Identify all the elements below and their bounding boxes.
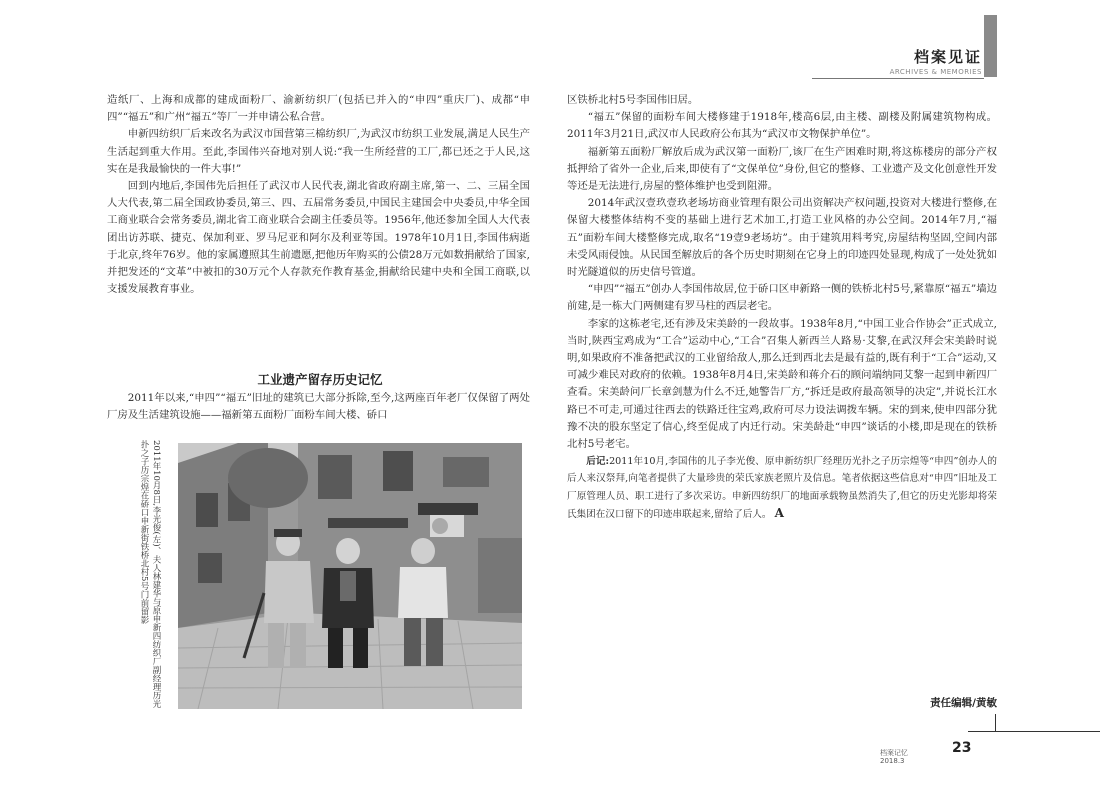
photo xyxy=(178,443,522,709)
paragraph: “申四”“福五”创办人李国伟故居,位于硚口区申新路一侧的铁桥北村5号,紧靠原“福五”墙边前建,是一栋大门两侧建有罗马柱的西层老宅。 xyxy=(567,283,997,313)
postscript-text: 2011年10月,李国伟的儿子李光俊、原申新纺织厂经理历光扑之子历宗煌等“申四”创办人的后人来汉祭拜,向笔者提供了大量珍贵的荣氏家族老照片及信息。笔者依据这些信息对“申四”旧址及工厂原管理人员、职工进行了多次采访。申新四纺织厂的地面承载物虽然消失了,但它的历史光影却将荣氏集团在汉口留下的印迹串联起来,留给了后人。 xyxy=(567,456,997,520)
paragraph: 2011年以来,“申四”“福五”旧址的建筑已大部分拆除,至今,这两座百年老厂仅保留了两处厂房及生活建筑设施——福新第五面粉厂面粉车间大楼、硚口 xyxy=(107,392,530,422)
postscript xyxy=(567,453,997,523)
page-number: 23 xyxy=(952,740,972,756)
header-rule xyxy=(812,78,984,79)
paragraph: 2014年武汉壹玖壹玖老场坊商业管理有限公司出资解决产权问题,投资对大楼进行整修,在保留大楼整体结构不变的基础上进行艺术加工,打造工业风格的办公空间。2014年7月,“福五”面粉车间大楼整修完成,取名“19壹9老场坊”。由于建筑用料考究,房屋结构坚固,空间内部未受风雨侵蚀。从民国至解放后的各个历史时期刻在它身上的印迹四处显现,构成了一处处犹如时光隧道似的历史信号管道。 xyxy=(567,197,997,279)
right-column xyxy=(567,92,997,523)
column-title: 档案见证 xyxy=(913,48,982,66)
footer-rule-tick xyxy=(995,714,996,731)
footer-rule xyxy=(968,731,1100,732)
header-accent-bar xyxy=(984,15,997,77)
end-mark: A xyxy=(774,505,784,520)
editor-credit: 责任编辑/黄敏 xyxy=(930,697,997,709)
left-column-middle xyxy=(107,390,530,424)
footer-magazine-name: 档案记忆 xyxy=(880,749,908,757)
paragraph: 申新四纺织厂后来改名为武汉市国营第三棉纺织厂,为武汉市纺织工业发展,满足人民生产生活起到重大作用。至此,李国伟兴奋地对别人说:“我一生所经营的工厂,都已还之于人民,这实在是我最愉快的一件大事!” xyxy=(107,128,530,175)
postscript-label: 后记: xyxy=(586,456,610,468)
section-heading: 工业遗产留存历史记忆 xyxy=(257,372,383,387)
column-subtitle: ARCHIVES & MEMORIES xyxy=(889,68,982,76)
left-column-top xyxy=(107,92,530,298)
photo-caption: 2011年10月8日,李光俊(左)、夫人林建华与原申新四纺织厂副经理历光扑之子历宗煌在硚口申新街铁桥北村5号门前留影 xyxy=(139,440,161,709)
paragraph: 区铁桥北村5号李国伟旧居。 xyxy=(567,94,699,106)
paragraph: 福新第五面粉厂解放后成为武汉第一面粉厂,该厂在生产困难时期,将这栋楼房的部分产权抵押给了省外一企业,后来,即使有了“文保单位”身份,但它的整修、工业遗产及文化创意性开发等还是无法进行,房屋的整体维护也受到阻滞。 xyxy=(567,145,997,193)
paragraph: 李家的这栋老宅,还有涉及宋美龄的一段故事。1938年8月,“中国工业合作协会”正式成立,当时,陕西宝鸡成为“工合”运动中心,“工合”召集人新西兰人路易·艾黎,在武汉拜会宋美龄时说明,如果政府不准备把武汉的工业留给敌人,那么迁到西北去是最有益的,既有利于“工合”运动,又可减少难民对政府的依赖。1938年8月4日,宋美龄和蒋介石的顾问端纳同艾黎一起到申新四厂查看。宋美龄问厂长章剑慧为什么不迁,她警告厂方,“拆迁是政府最高领导的决定”,并说长江水路已不可走,可通过往西去的铁路迁往宝鸡,政府可尽力设法调拨车辆。宋的到来,使申四部分犹豫不决的股东坚定了信心,终至促成了内迁行动。宋美龄赴“申四”谈话的小楼,即是现在的铁桥北村5号老宅。 xyxy=(567,317,997,451)
issue-number: 2018.3 xyxy=(880,757,905,765)
paragraph: 回到内地后,李国伟先后担任了武汉市人民代表,湖北省政府副主席,第一、二、三届全国人大代表,第二届全国政协委员,第三、四、五届常务委员,中国民主建国会中央委员,中华全国工商业联合会常务委员,湖北省工商业联合会副主任委员等。1956年,他还参加全国人大代表团出访苏联、捷克、保加利亚、罗马尼亚和阿尔及利亚等国。1978年10月1日,李国伟病逝于北京,终年76岁。他的家属遵照其生前遗愿,把他历年购买的公债28万元如数捐献给了国家,并把发还的“文革”中被扣的30万元个人存款充作教育基金,捐献给民建中央和全国工商联,以支援发展教育事业。 xyxy=(107,180,530,296)
paragraph: 造纸厂、上海和成都的建成面粉厂、渝新纺织厂(包括已并入的“申四”重庆厂)、成都“申四”“福五”和广州“福五”等厂一并申请公私合营。 xyxy=(107,94,530,124)
paragraph: “福五”保留的面粉车间大楼修建于1918年,楼高6层,由主楼、副楼及附属建筑物构成。2011年3月21日,武汉市人民政府公布其为“武汉市文物保护单位”。 xyxy=(567,111,997,141)
